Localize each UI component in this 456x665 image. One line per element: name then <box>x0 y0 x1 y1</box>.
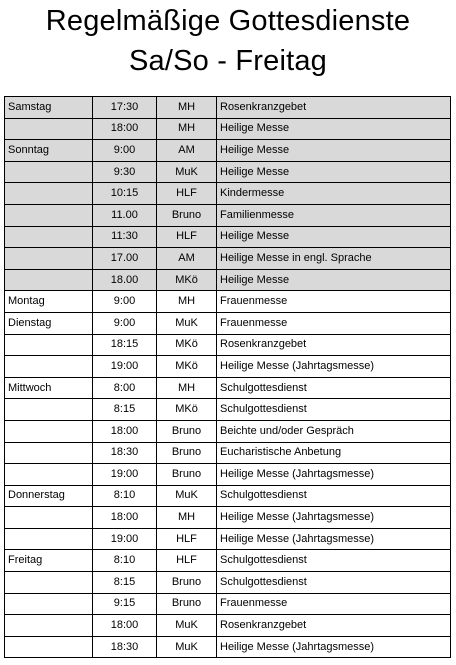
celebrant-cell: Bruno <box>157 572 217 594</box>
table-row <box>5 312 451 334</box>
time-cell: 19:00 <box>93 528 157 550</box>
table-row <box>5 118 451 140</box>
time-cell: 18:00 <box>93 507 157 529</box>
day-cell: Mittwoch <box>5 377 93 399</box>
event-cell: Familienmesse <box>217 204 451 226</box>
day-cell <box>5 636 93 658</box>
celebrant-cell: HLF <box>157 226 217 248</box>
celebrant-cell: MKö <box>157 269 217 291</box>
celebrant-cell: MuK <box>157 615 217 637</box>
time-cell: 9:00 <box>93 312 157 334</box>
day-cell <box>5 615 93 637</box>
table-row <box>5 615 451 637</box>
table-row <box>5 442 451 464</box>
time-cell: 9:15 <box>93 593 157 615</box>
celebrant-cell: MH <box>157 507 217 529</box>
day-cell <box>5 464 93 486</box>
event-cell: Schulgottesdienst <box>217 550 451 572</box>
event-cell: Schulgottesdienst <box>217 485 451 507</box>
celebrant-cell: HLF <box>157 528 217 550</box>
celebrant-cell: MKö <box>157 356 217 378</box>
table-row <box>5 97 451 119</box>
day-cell: Samstag <box>5 97 93 119</box>
day-cell <box>5 204 93 226</box>
table-row <box>5 420 451 442</box>
event-cell: Heilige Messe (Jahrtagsmesse) <box>217 528 451 550</box>
event-cell: Heilige Messe (Jahrtagsmesse) <box>217 636 451 658</box>
event-cell: Rosenkranzgebet <box>217 334 451 356</box>
event-cell: Frauenmesse <box>217 593 451 615</box>
table-row <box>5 140 451 162</box>
day-cell <box>5 334 93 356</box>
event-cell: Heilige Messe <box>217 226 451 248</box>
celebrant-cell: Bruno <box>157 464 217 486</box>
event-cell: Heilige Messe in engl. Sprache <box>217 248 451 270</box>
event-cell: Schulgottesdienst <box>217 399 451 421</box>
event-cell: Heilige Messe <box>217 118 451 140</box>
page-title-line-2: Sa/So - Freitag <box>128 45 328 77</box>
celebrant-cell: Bruno <box>157 420 217 442</box>
day-cell: Sonntag <box>5 140 93 162</box>
event-cell: Schulgottesdienst <box>217 572 451 594</box>
page-title-line-1: Regelmäßige Gottesdienste <box>45 5 411 37</box>
day-cell <box>5 183 93 205</box>
time-cell: 18:00 <box>93 118 157 140</box>
celebrant-cell: Bruno <box>157 204 217 226</box>
day-cell <box>5 593 93 615</box>
event-cell: Heilige Messe <box>217 140 451 162</box>
event-cell: Kindermesse <box>217 183 451 205</box>
table-row <box>5 572 451 594</box>
event-cell: Schulgottesdienst <box>217 377 451 399</box>
table-row <box>5 485 451 507</box>
event-cell: Heilige Messe <box>217 269 451 291</box>
table-row <box>5 464 451 486</box>
celebrant-cell: MH <box>157 97 217 119</box>
table-row <box>5 269 451 291</box>
celebrant-cell: AM <box>157 248 217 270</box>
time-cell: 18:00 <box>93 420 157 442</box>
celebrant-cell: MuK <box>157 636 217 658</box>
day-cell <box>5 572 93 594</box>
table-row <box>5 291 451 313</box>
table-row <box>5 183 451 205</box>
event-cell: Beichte und/oder Gespräch <box>217 420 451 442</box>
table-row <box>5 356 451 378</box>
time-cell: 10:15 <box>93 183 157 205</box>
celebrant-cell: AM <box>157 140 217 162</box>
event-cell: Frauenmesse <box>217 312 451 334</box>
event-cell: Heilige Messe (Jahrtagsmesse) <box>217 507 451 529</box>
time-cell: 8:10 <box>93 550 157 572</box>
table-row <box>5 593 451 615</box>
time-cell: 11:30 <box>93 226 157 248</box>
celebrant-cell: MuK <box>157 312 217 334</box>
day-cell: Donnerstag <box>5 485 93 507</box>
service-schedule-table <box>4 96 451 658</box>
time-cell: 18:00 <box>93 615 157 637</box>
event-cell: Heilige Messe (Jahrtagsmesse) <box>217 464 451 486</box>
time-cell: 18.00 <box>93 269 157 291</box>
day-cell <box>5 399 93 421</box>
table-row <box>5 334 451 356</box>
time-cell: 8:15 <box>93 572 157 594</box>
day-cell <box>5 420 93 442</box>
day-cell: Dienstag <box>5 312 93 334</box>
day-cell <box>5 442 93 464</box>
event-cell: Eucharistische Anbetung <box>217 442 451 464</box>
time-cell: 17.00 <box>93 248 157 270</box>
time-cell: 8:10 <box>93 485 157 507</box>
day-cell: Montag <box>5 291 93 313</box>
celebrant-cell: MH <box>157 291 217 313</box>
time-cell: 8:00 <box>93 377 157 399</box>
schedule-body <box>5 97 451 658</box>
event-cell: Rosenkranzgebet <box>217 615 451 637</box>
celebrant-cell: HLF <box>157 183 217 205</box>
day-cell: Freitag <box>5 550 93 572</box>
table-row <box>5 161 451 183</box>
celebrant-cell: Bruno <box>157 442 217 464</box>
table-row <box>5 226 451 248</box>
table-row <box>5 204 451 226</box>
day-cell <box>5 226 93 248</box>
day-cell <box>5 248 93 270</box>
time-cell: 9:00 <box>93 291 157 313</box>
celebrant-cell: Bruno <box>157 593 217 615</box>
time-cell: 11.00 <box>93 204 157 226</box>
day-cell <box>5 356 93 378</box>
day-cell <box>5 507 93 529</box>
time-cell: 8:15 <box>93 399 157 421</box>
time-cell: 19:00 <box>93 464 157 486</box>
celebrant-cell: MuK <box>157 485 217 507</box>
celebrant-cell: MH <box>157 377 217 399</box>
event-cell: Rosenkranzgebet <box>217 97 451 119</box>
time-cell: 17:30 <box>93 97 157 119</box>
day-cell <box>5 118 93 140</box>
table-row <box>5 507 451 529</box>
table-row <box>5 399 451 421</box>
day-cell <box>5 269 93 291</box>
time-cell: 18:30 <box>93 442 157 464</box>
celebrant-cell: MKö <box>157 334 217 356</box>
time-cell: 9:30 <box>93 161 157 183</box>
celebrant-cell: HLF <box>157 550 217 572</box>
table-row <box>5 550 451 572</box>
event-cell: Heilige Messe <box>217 161 451 183</box>
time-cell: 9:00 <box>93 140 157 162</box>
table-row <box>5 377 451 399</box>
event-cell: Frauenmesse <box>217 291 451 313</box>
table-row <box>5 528 451 550</box>
time-cell: 19:00 <box>93 356 157 378</box>
time-cell: 18:30 <box>93 636 157 658</box>
day-cell <box>5 161 93 183</box>
table-row <box>5 636 451 658</box>
day-cell <box>5 528 93 550</box>
celebrant-cell: MH <box>157 118 217 140</box>
time-cell: 18:15 <box>93 334 157 356</box>
table-row <box>5 248 451 270</box>
celebrant-cell: MKö <box>157 399 217 421</box>
event-cell: Heilige Messe (Jahrtagsmesse) <box>217 356 451 378</box>
celebrant-cell: MuK <box>157 161 217 183</box>
